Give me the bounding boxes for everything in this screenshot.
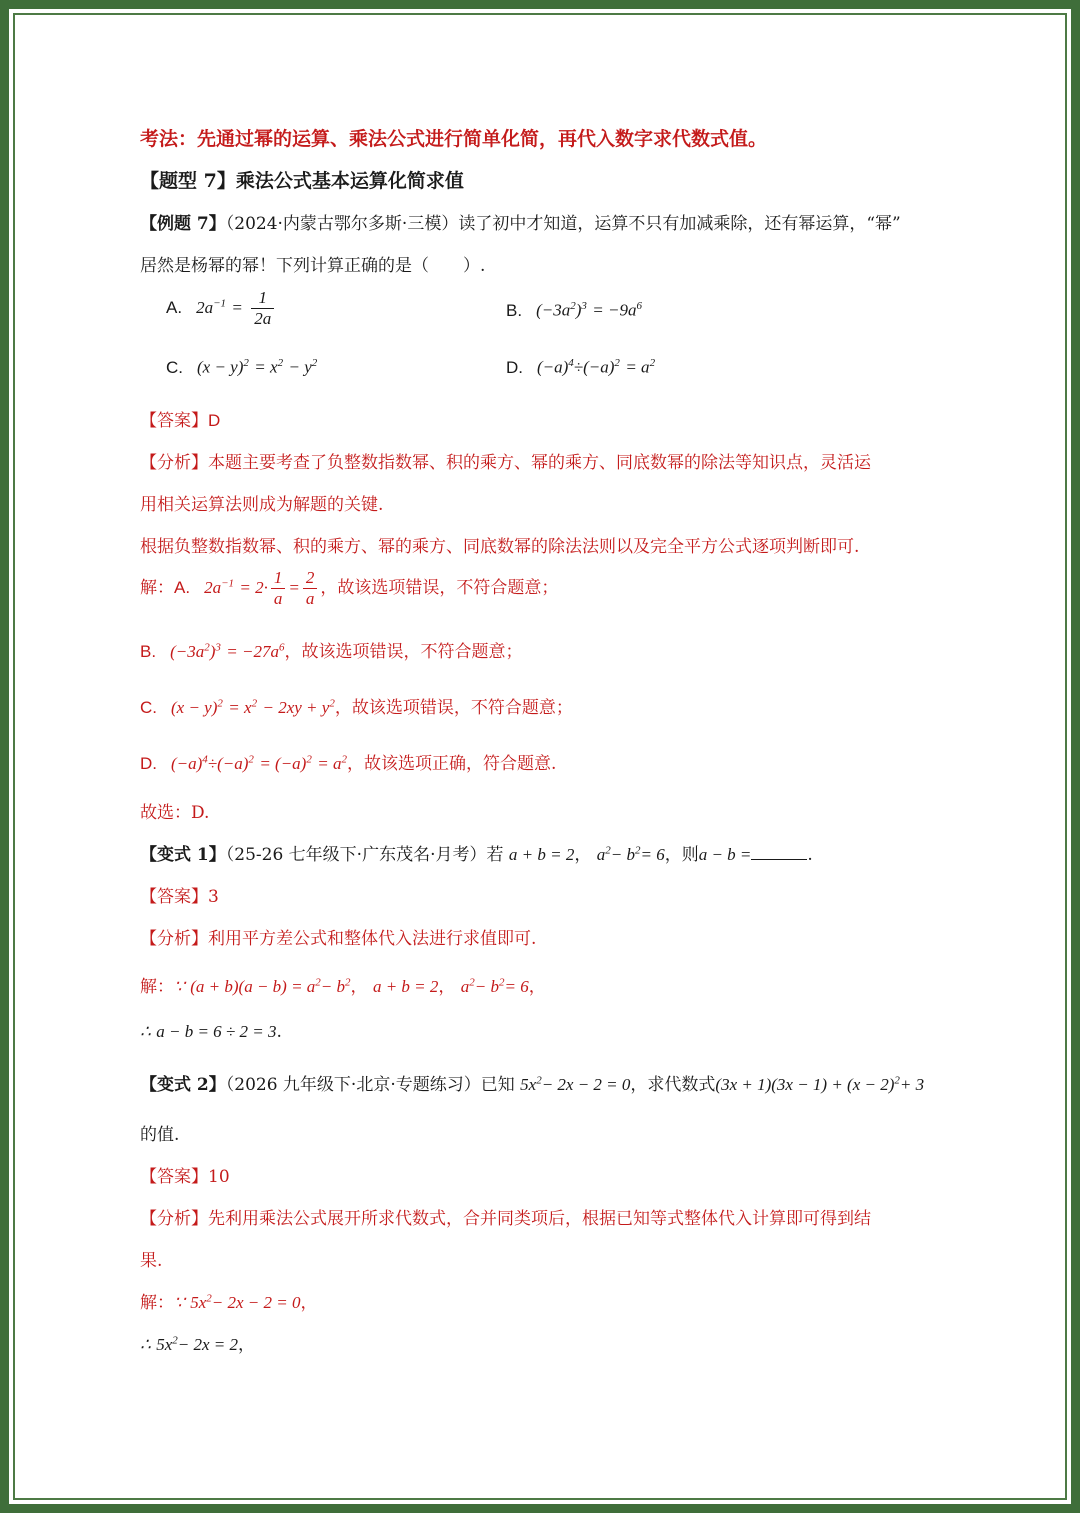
example-question-line-2: 居然是杨幂的幂！下列计算正确的是（ ）.	[140, 256, 486, 276]
solution-d: D. $(-a)^4\div(-a)^2 = (-a)^2 = a^2$，故该选项正确，符合题意.	[140, 753, 557, 774]
variant1-analysis: 【分析】利用平方差公式和整体代入法进行求值即可.	[140, 929, 537, 949]
solution-a: 解：A. $2a^{-1} = 2\cdot$ $\frac{1}{a}$ = $\frac{2}{a}$ ，故该选项错误，不符合题意；	[140, 568, 559, 608]
option-a: A. $2a^{-1}$ = $\frac{1}{2a}$	[166, 288, 277, 329]
example-question-line-1	[140, 209, 901, 234]
variant1-answer: 【答案】3	[140, 887, 219, 907]
method-tip: 考法：先通过幂的运算、乘法公式进行简单化简，再代入数字求代数式值。	[140, 128, 768, 150]
option-a-fraction: $\frac{1}{2a}$	[251, 288, 274, 329]
variant2-analysis-line-1: 【分析】先利用乘法公式展开所求代数式，合并同类项后，根据已知等式整体代入计算即可得到结	[140, 1209, 871, 1229]
variant1-solution-1: 解：∵ $(a + b)(a - b) = a^2- b^2$， a + b = 2， $a^2- b^2= 6$，	[140, 976, 546, 997]
variant2-analysis-line-2: 果.	[140, 1251, 163, 1271]
option-d: D. $(-a)^4\div(-a)^2 = a^2$	[506, 357, 656, 377]
example-text-1: 读了初中才知道，运算不只有加减乘除，还有幂运算，“幂”	[458, 214, 901, 234]
variant2-answer: 【答案】10	[140, 1167, 230, 1187]
variant1-question: 【变式 1】（25-26 七年级下·广东茂名·月考）若 a + b = 2， $a^2- b^2= 6$，则a − b = .	[140, 844, 813, 865]
option-b: B. $(-3a^2)^3 = -9a^6$	[506, 300, 642, 320]
example-analysis-line-3: 根据负整数指数幂、积的乘方、幂的乘方、同底数幂的除法法则以及完全平方公式逐项判断即可.	[140, 537, 860, 557]
variant2-question-line-2: 的值.	[140, 1125, 180, 1145]
answer-blank	[751, 845, 807, 860]
solution-c: C. $(x - y)^2 = x^2 - 2xy + y^2$，故该选项错误，不符合题意；	[140, 697, 573, 718]
option-c: C. $(x - y)^2 = x^2 - y^2$	[166, 357, 318, 377]
example-conclusion: 故选：D.	[140, 803, 210, 823]
section-title: 【题型 7】乘法公式基本运算化简求值	[140, 170, 464, 192]
variant2-solution-1: 解：∵ $5x^2- 2x - 2 = 0$，	[140, 1292, 318, 1313]
variant1-solution-2: ∴ a − b = 6 ÷ 2 = 3.	[140, 1022, 282, 1042]
solution-b: B. $(-3a^2)^3 = -27a^6$，故该选项错误，不符合题意；	[140, 641, 523, 662]
variant2-question-line-1: 【变式 2】（2026 九年级下·北京·专题练习）已知 $5x^2- 2x - 2 = 0$，求代数式$(3x + 1)(3x - 1) + (x - 2)^2+ 3$	[140, 1074, 925, 1095]
example-tag: 【例题 7】	[140, 214, 226, 234]
example-answer: 【答案】D	[140, 411, 221, 431]
example-analysis-line-1: 【分析】本题主要考查了负整数指数幂、积的乘方、幂的乘方、同底数幂的除法等知识点，灵活运	[140, 453, 871, 473]
variant2-solution-2: ∴ $5x^2- 2x = 2$，	[140, 1334, 256, 1355]
example-analysis-line-2: 用相关运算法则成为解题的关键.	[140, 495, 384, 515]
example-source: （2024·内蒙古鄂尔多斯·三模）	[225, 214, 459, 234]
